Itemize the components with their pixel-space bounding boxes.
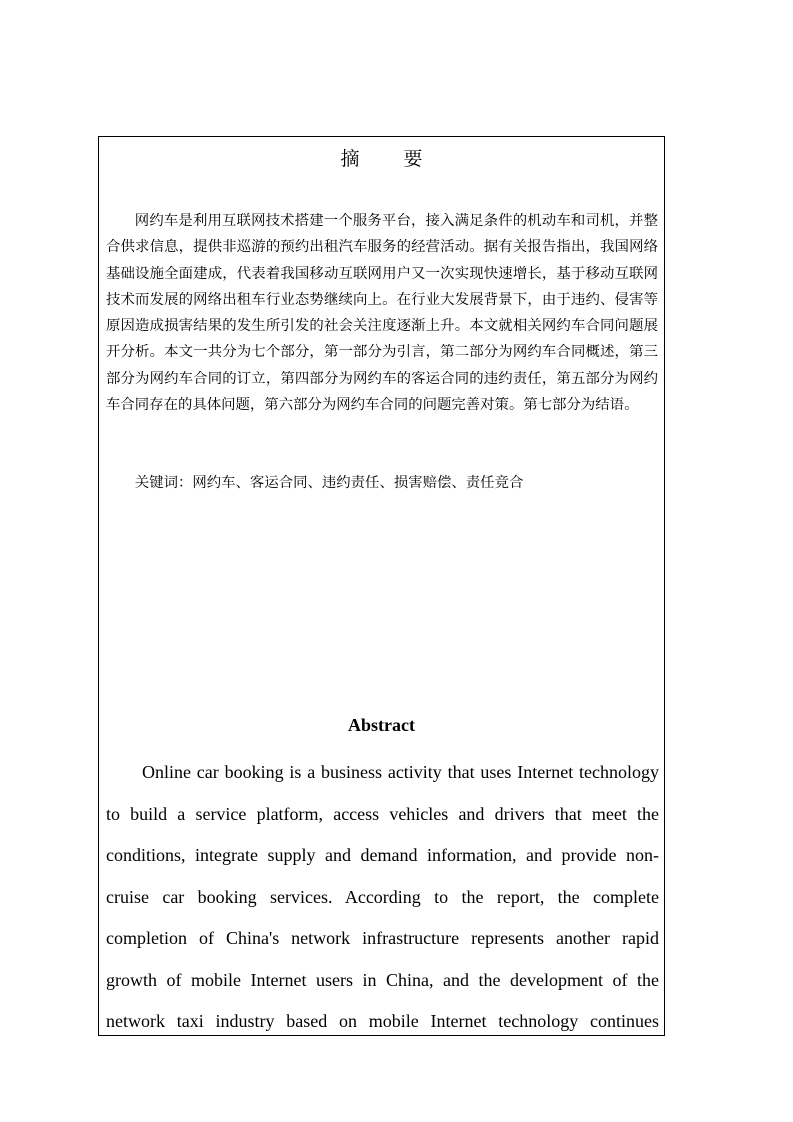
cn-abstract-title bbox=[99, 147, 664, 171]
cn-title-char-1: 摘 bbox=[340, 148, 360, 170]
cn-keywords: 关键词：网约车、客运合同、违约责任、损害赔偿、责任竞合 bbox=[134, 475, 524, 491]
cn-title-char-2: 要 bbox=[403, 148, 423, 170]
en-abstract-title: Abstract bbox=[348, 715, 415, 735]
cn-abstract-body: 网约车是利用互联网技术搭建一个服务平台，接入满足条件的机动车和司机，并整合供求信息，提供非巡游的预约出租汽车服务的经营活动。据有关报告指出，我国网络基础设施全面建成，代表着我国移动互联网用户又一次实现快速增长，基于移动互联网技术而发展的网络出租车行业态势继续向上。在行业大发展背景下，由于违约、侵害等原因造成损害结果的发生所引发的社会关注度逐渐上升。本文就相关网约车合同问题展开分析。本文一共分为七个部分，第一部分为引言，第二部分为网约车合同概述，第三部分为网约车合同的订立，第四部分为网约车的客运合同的违约责任，第五部分为网约车合同存在的具体问题，第六部分为网约车合同的问题完善对策。第七部分为结语。 bbox=[106, 213, 658, 414]
en-abstract-body: Online car booking is a business activity that uses Internet technology to build a service platform, access vehicles and drivers that meet the conditions, integrate supply and demand information, and provide non-cruise car booking services. According to the report, the complete completion of China's network infrastructure represents another rapid growth of mobile Internet users in China, and the development of the network taxi industry based on mobile Internet technology continues bbox=[106, 762, 659, 1031]
abstract-frame bbox=[98, 136, 665, 1036]
